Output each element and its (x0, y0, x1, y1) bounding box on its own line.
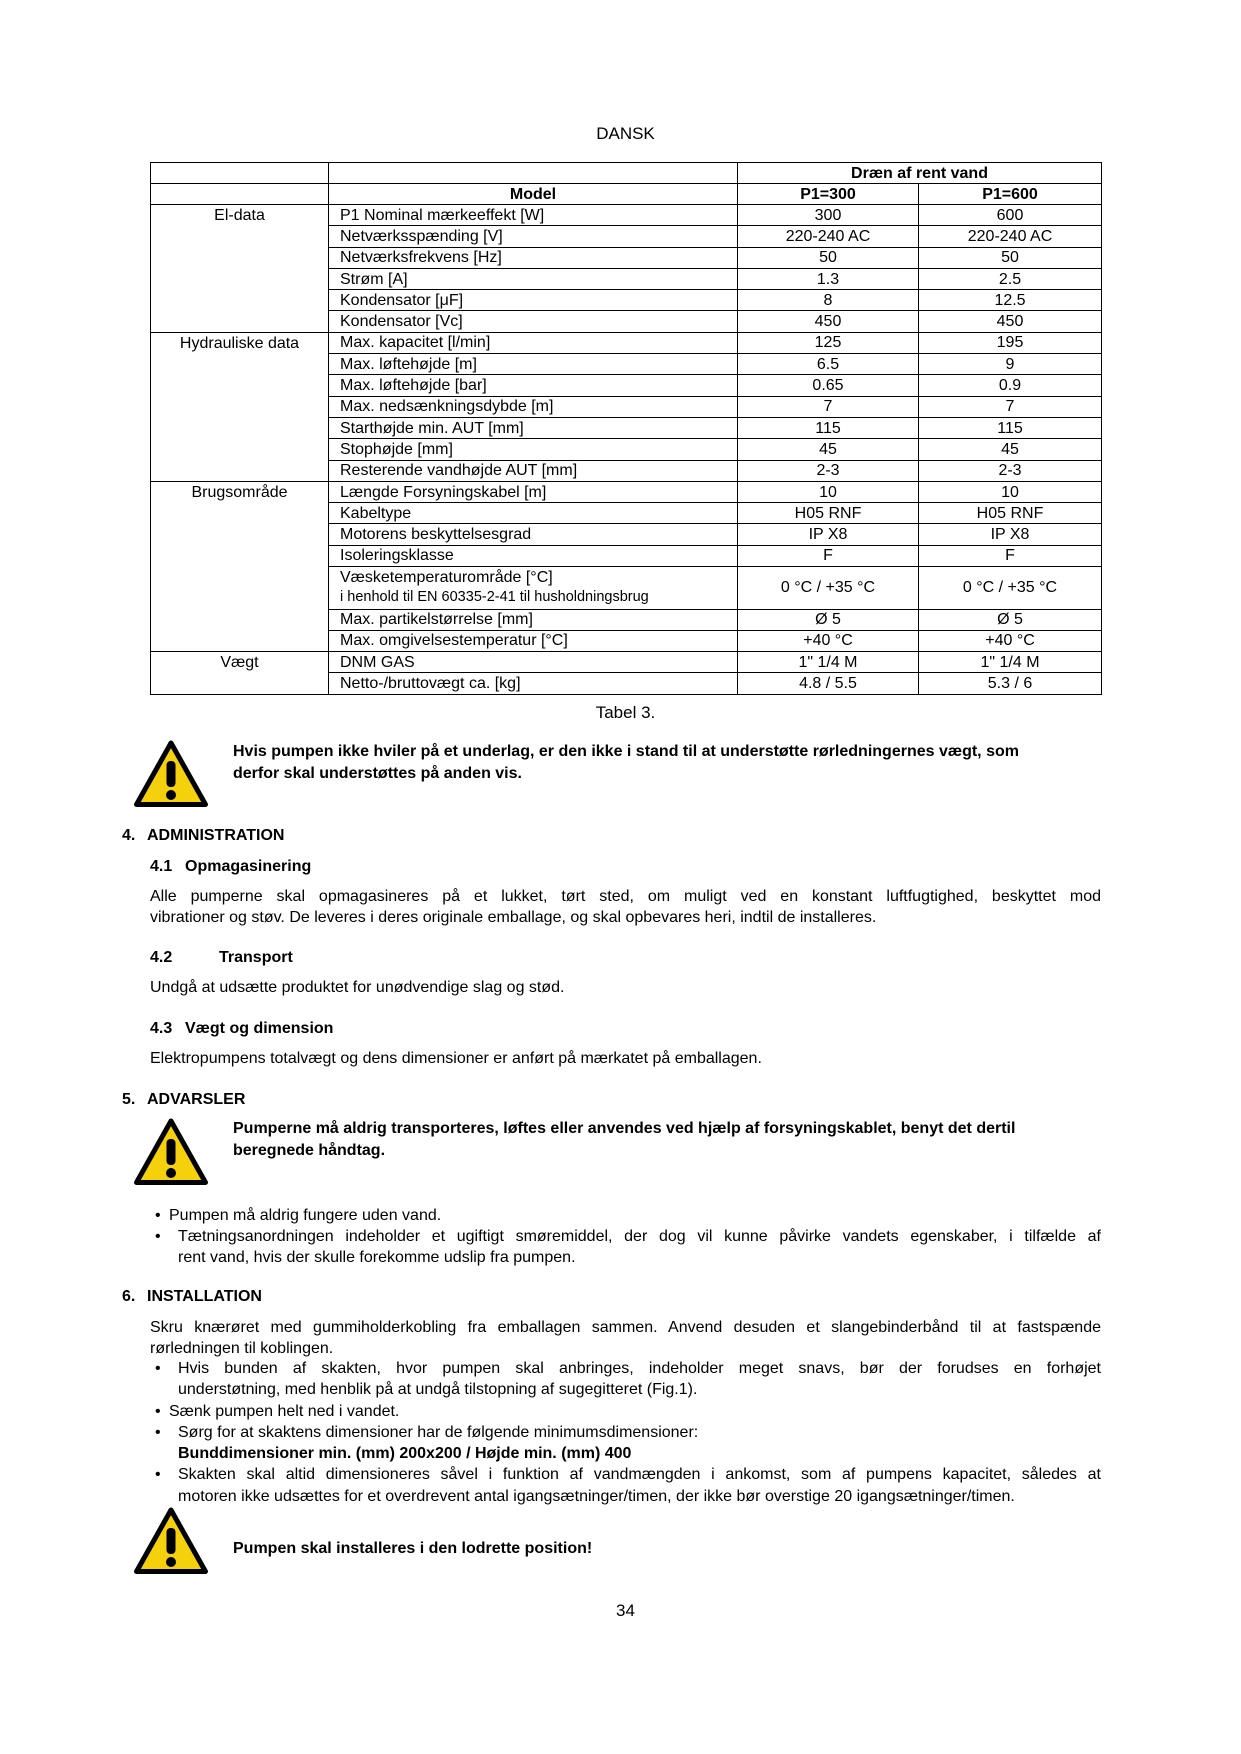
list-item-line: Tætningsanordningen indeholder et ugiftigt smøremiddel, der dog vil kunne påvirke vandets egenskaber, i tilfælde af (178, 1228, 1101, 1245)
parameter-label: Væsketemperaturområde [°C] (340, 569, 553, 587)
value-cell: IP X8 (919, 524, 1102, 545)
spec-table (150, 162, 1102, 695)
section-5-bullet-list (155, 1205, 1105, 1268)
parameter-cell: Motorens beskyttelsesgrad (329, 524, 738, 545)
list-item (155, 1205, 1105, 1226)
table-header-row (151, 163, 1102, 184)
category-cell: Brugsområde (151, 481, 329, 651)
value-cell: 10 (738, 481, 919, 502)
list-item (155, 1401, 1105, 1422)
section-5-warning-text (233, 1118, 1123, 1162)
table-row (151, 481, 1102, 502)
parameter-cell: Isoleringsklasse (329, 545, 738, 566)
parameter-cell: Stophøjde [mm] (329, 439, 738, 460)
value-cell: 195 (919, 332, 1102, 353)
subsection-4-3-text (150, 1049, 1101, 1070)
subsection-title: Transport (219, 949, 293, 966)
value-cell: +40 °C (919, 630, 1102, 651)
category-cell: Vægt (151, 652, 329, 695)
value-cell: 10 (919, 481, 1102, 502)
table-header (151, 163, 1102, 205)
value-cell: 50 (738, 247, 919, 268)
value-cell: F (919, 545, 1102, 566)
parameter-cell (329, 567, 738, 610)
subsection-title: Opmagasinering (185, 858, 312, 875)
value-cell: 6.5 (738, 354, 919, 375)
section-6-intro-text (150, 1318, 1101, 1359)
value-cell: Ø 5 (738, 609, 919, 630)
parameter-cell: Netværksfrekvens [Hz] (329, 247, 738, 268)
parameter-cell: Kabeltype (329, 503, 738, 524)
value-cell: F (738, 545, 919, 566)
parameter-cell: Max. omgivelsestemperatur [°C] (329, 630, 738, 651)
value-cell: 0 °C / +35 °C (919, 567, 1102, 610)
subsection-4-1-heading (150, 856, 311, 878)
header-empty-cell (329, 163, 738, 184)
value-cell: 0.65 (738, 375, 919, 396)
list-item-line: understøtning, med henblik på at undgå tilstopning af sugegitteret (Fig.1). (178, 1381, 698, 1399)
parameter-cell: Starthøjde min. AUT [mm] (329, 417, 738, 438)
value-cell: 220-240 AC (738, 226, 919, 247)
parameter-cell: Max. løftehøjde [bar] (329, 375, 738, 396)
warning-line: Hvis pumpen ikke hviler på et underlag, er den ikke i stand til at understøtte rørledningernes vægt, som (233, 743, 1019, 760)
header-col-p1-300: P1=300 (738, 184, 919, 205)
value-cell: 450 (738, 311, 919, 332)
warning-line: derfor skal understøttes på anden vis. (233, 765, 522, 782)
value-cell: 45 (738, 439, 919, 460)
warning-triangle-icon (133, 1117, 209, 1191)
bullet-icon: • (155, 1423, 161, 1441)
header-col-p1-600: P1=600 (919, 184, 1102, 205)
value-cell: 5.3 / 6 (919, 673, 1102, 694)
list-item-line: Pumpen må aldrig fungere uden vand. (169, 1207, 442, 1224)
bullet-icon: • (155, 1228, 161, 1245)
list-item (155, 1226, 1105, 1268)
table-caption: Tabel 3. (595, 703, 656, 722)
section-title: ADMINISTRATION (147, 827, 285, 844)
value-cell: 45 (919, 439, 1102, 460)
header-model-label: Model (329, 184, 738, 205)
header-group-label: Dræn af rent vand (738, 163, 1102, 184)
value-cell: 115 (738, 417, 919, 438)
parameter-cell: Strøm [A] (329, 268, 738, 289)
table-row (151, 332, 1102, 353)
parameter-cell: Max. kapacitet [l/min] (329, 332, 738, 353)
header-empty-cell (151, 163, 329, 184)
value-cell: 450 (919, 311, 1102, 332)
list-item-line: motoren ikke udsættes for et overdrevent antal igangsætninger/timen, der ikke bør overstige 20 igangsætninger/timen. (178, 1487, 1015, 1505)
subsection-4-3-heading (150, 1018, 333, 1040)
value-cell: H05 RNF (919, 503, 1102, 524)
value-cell: Ø 5 (919, 609, 1102, 630)
language-heading: DANSK (596, 124, 655, 143)
list-item-line: Skakten skal altid dimensioneres såvel i funktion af vandmængden i ankomst, som af pumpens kapacitet, således at (178, 1466, 1101, 1484)
parameter-cell: Kondensator [μF] (329, 290, 738, 311)
subsection-number: 4.2 (150, 949, 173, 966)
section-6-bullet-list (155, 1358, 1105, 1507)
list-item-text (178, 1358, 1101, 1401)
subsection-number: 4.1 (150, 858, 173, 875)
list-item-line: Hvis bunden af skakten, hvor pumpen skal anbringes, indeholder meget snavs, bør der forudses en forhøjet (178, 1360, 1101, 1377)
warning-triangle-icon (133, 739, 209, 813)
bullet-icon: • (155, 1402, 161, 1420)
subsection-title: Vægt og dimension (185, 1020, 334, 1037)
table-row (151, 652, 1102, 673)
list-item-line: Sørg for at skaktens dimensioner har de følgende minimumsdimensioner: (178, 1423, 699, 1441)
bullet-icon: • (155, 1466, 161, 1484)
parameter-cell: Kondensator [Vc] (329, 311, 738, 332)
list-item-text (178, 1464, 1101, 1507)
list-item-line: Sænk pumpen helt ned i vandet. (169, 1402, 400, 1420)
paragraph-line: Alle pumperne skal opmagasineres på et lukket, tørt sted, om muligt ved en konstant luftfugtighed, beskyttet mod (150, 888, 1101, 905)
minimum-dimensions-text: Bunddimensioner min. (mm) 200x200 / Højde min. (mm) 400 (178, 1445, 632, 1463)
section-number: 5. (122, 1091, 136, 1108)
value-cell: 9 (919, 354, 1102, 375)
parameter-cell: Max. nedsænkningsdybde [m] (329, 396, 738, 417)
subsection-4-1-text (150, 887, 1101, 928)
paragraph-line: vibrationer og støv. De leveres i deres originale emballage, og skal opbevares heri, indtil de installeres. (150, 908, 877, 926)
parameter-cell: Max. løftehøjde [m] (329, 354, 738, 375)
list-item-text (178, 1422, 1101, 1465)
paragraph-line: Undgå at udsætte produktet for unødvendige slag og stød. (150, 979, 565, 996)
category-cell: El-data (151, 205, 329, 333)
table-row (151, 205, 1102, 226)
value-cell: 50 (919, 247, 1102, 268)
table-header-row (151, 184, 1102, 205)
parameter-cell: Max. partikelstørrelse [mm] (329, 609, 738, 630)
value-cell: H05 RNF (738, 503, 919, 524)
list-item-text (178, 1226, 1101, 1268)
value-cell: 1" 1/4 M (738, 652, 919, 673)
section-4-heading (122, 825, 284, 847)
list-item-text (169, 1205, 1101, 1226)
paragraph-line: rørledningen til koblingen. (150, 1339, 334, 1357)
value-cell: 115 (919, 417, 1102, 438)
subsection-4-2-text (150, 978, 1101, 999)
value-cell: 8 (738, 290, 919, 311)
value-cell: IP X8 (738, 524, 919, 545)
value-cell: 7 (919, 396, 1102, 417)
value-cell: 220-240 AC (919, 226, 1102, 247)
value-cell: 1.3 (738, 268, 919, 289)
bullet-icon: • (155, 1207, 161, 1224)
header-empty-cell (151, 184, 329, 205)
page-number: 34 (616, 1601, 635, 1620)
list-item (155, 1422, 1105, 1465)
value-cell: 125 (738, 332, 919, 353)
value-cell: 4.8 / 5.5 (738, 673, 919, 694)
section-number: 6. (122, 1288, 136, 1305)
subsection-number: 4.3 (150, 1020, 173, 1037)
section-5-heading (122, 1089, 245, 1111)
parameter-cell: Længde Forsyningskabel [m] (329, 481, 738, 502)
list-item (155, 1358, 1105, 1401)
value-cell: +40 °C (738, 630, 919, 651)
warning-line: Pumpen skal installeres i den lodrette position! (233, 1540, 593, 1557)
section-number: 4. (122, 827, 136, 844)
section-6-warning-text (233, 1538, 1123, 1560)
paragraph-line: Elektropumpens totalvægt og dens dimensioner er anført på mærkatet på emballagen. (150, 1050, 762, 1067)
value-cell: 2-3 (738, 460, 919, 481)
value-cell: 300 (738, 205, 919, 226)
table-warning-text (233, 741, 1123, 785)
warning-line: beregnede håndtag. (233, 1142, 386, 1159)
list-item (155, 1464, 1105, 1507)
bullet-icon: • (155, 1360, 161, 1377)
value-cell: 2.5 (919, 268, 1102, 289)
parameter-cell: Netto-/bruttovægt ca. [kg] (329, 673, 738, 694)
section-title: INSTALLATION (147, 1288, 262, 1305)
parameter-cell: P1 Nominal mærkeeffekt [W] (329, 205, 738, 226)
value-cell: 2-3 (919, 460, 1102, 481)
value-cell: 0 °C / +35 °C (738, 567, 919, 610)
list-item-text (169, 1401, 1101, 1422)
warning-line: Pumperne må aldrig transporteres, løftes eller anvendes ved hjælp af forsyningskablet, benyt det dertil (233, 1120, 1016, 1137)
subsection-4-2-heading (150, 947, 293, 969)
section-title: ADVARSLER (147, 1091, 246, 1108)
section-6-heading (122, 1286, 262, 1308)
parameter-cell: Netværksspænding [V] (329, 226, 738, 247)
value-cell: 12.5 (919, 290, 1102, 311)
warning-triangle-icon (133, 1506, 209, 1580)
paragraph-line: Skru knærøret med gummiholderkobling fra emballagen sammen. Anvend desuden et slangebinderbånd til at fastspænde (150, 1319, 1101, 1336)
category-cell: Hydrauliske data (151, 332, 329, 481)
value-cell: 0.9 (919, 375, 1102, 396)
value-cell: 7 (738, 396, 919, 417)
parameter-cell: DNM GAS (329, 652, 738, 673)
parameter-cell: Resterende vandhøjde AUT [mm] (329, 460, 738, 481)
value-cell: 600 (919, 205, 1102, 226)
list-item-line: rent vand, hvis der skulle forekomme udslip fra pumpen. (178, 1249, 576, 1266)
parameter-note: i henhold til EN 60335-2-41 til husholdningsbrug (340, 589, 649, 606)
value-cell: 1" 1/4 M (919, 652, 1102, 673)
table-body (151, 205, 1102, 695)
